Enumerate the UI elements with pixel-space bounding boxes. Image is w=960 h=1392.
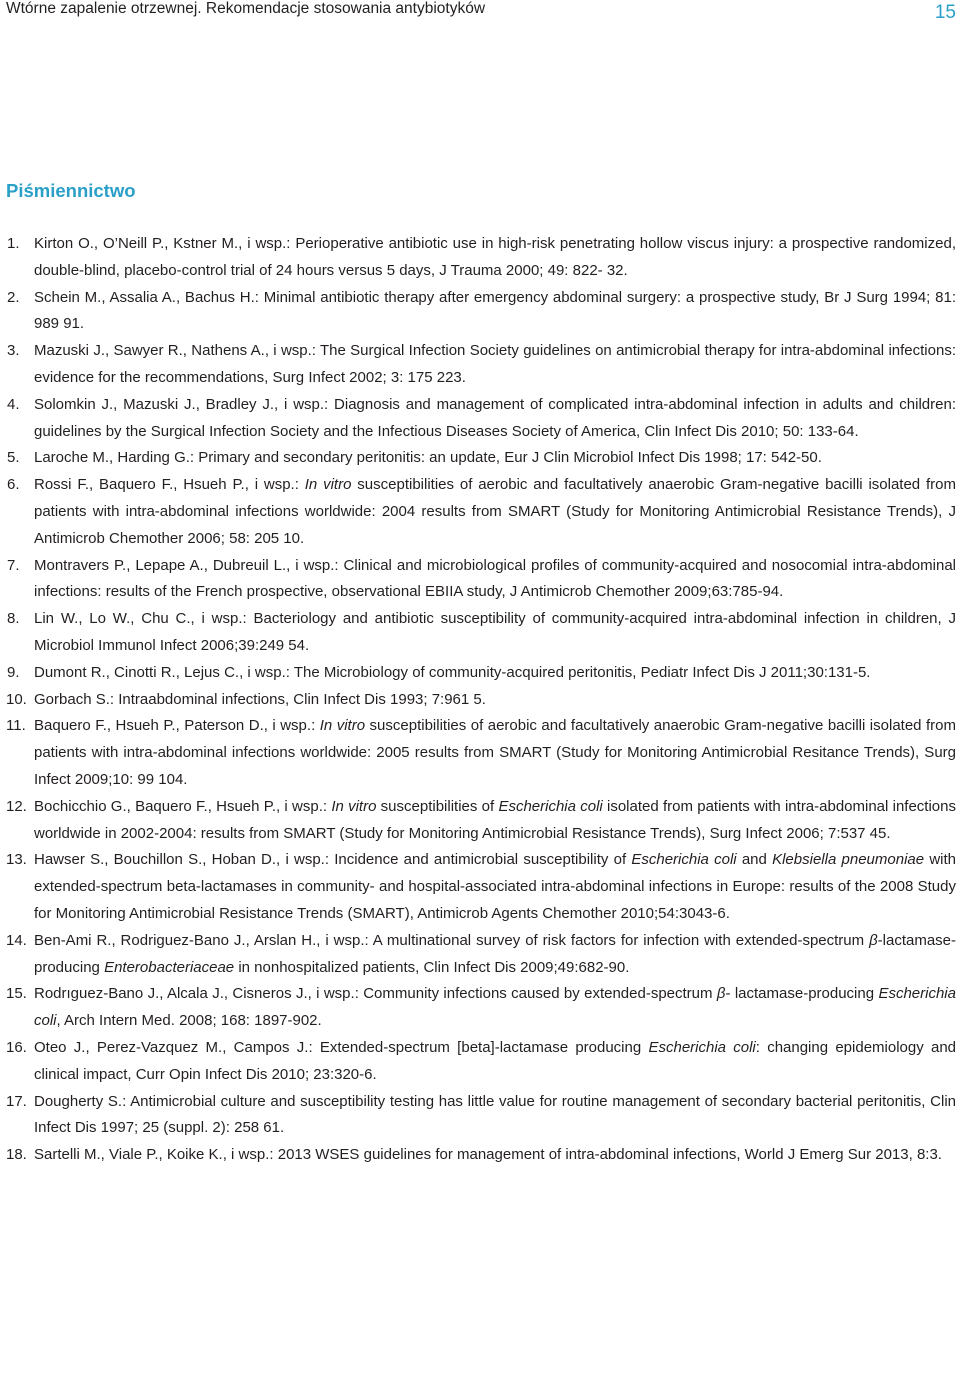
reference-text-segment: : A multinational survey of risk factors for infection with extended-spectrum — [364, 931, 870, 949]
section-title: Piśmiennictwo — [6, 180, 136, 201]
reference-text-segment: : 2013 WSES guidelines for management of intra-abdominal infections, World J Emerg Sur 2013, 8:3. — [269, 1146, 942, 1164]
reference-authors: Kirton O., O’Neill P., Kstner M., i wsp. — [34, 235, 287, 252]
reference-item — [0, 794, 956, 848]
reference-authors: Laroche M., Harding G. — [34, 449, 190, 467]
reference-number: 17. — [6, 1092, 27, 1110]
reference-text — [34, 1093, 956, 1137]
reference-item — [0, 472, 956, 552]
reference-text-segment: , Arch Intern Med. 2008; 168: 1897-902. — [56, 1012, 322, 1030]
reference-text-segment: : Intraabdominal infections, Clin Infect Dis 1993; 7:961 5. — [109, 690, 486, 708]
reference-italic-text: Escherichia coli — [498, 797, 603, 815]
reference-number: 14. — [6, 931, 27, 949]
reference-text-segment: : Perioperative antibiotic use in high-risk penetrating hollow viscus injury: a prospective randomized, double-blind, placebo-control trial of 24 hours versus 5 days, J Trauma 2000; 49: 822- 32. — [34, 235, 956, 279]
reference-item — [0, 928, 956, 982]
reference-authors: Rossi F., Baquero F., Hsueh P., i wsp. — [34, 476, 295, 494]
reference-text-segment: : — [311, 717, 320, 735]
page-header — [6, 0, 956, 24]
reference-text — [269, 1146, 942, 1163]
reference-text-segment: : Diagnosis and management of complicated intra-abdominal infection in adults and children: guidelines by the Surgical Infection Society and the Infectious Diseases Society of America, Clin Infect Dis 2010; 50: 133-64. — [34, 395, 956, 440]
reference-number: 1. — [7, 235, 20, 252]
reference-authors: Mazuski J., Sawyer R., Nathens A., i wsp. — [34, 342, 312, 360]
reference-number: 16. — [6, 1038, 27, 1056]
page-number: 15 — [934, 2, 956, 23]
reference-text-segment: : Minimal antibiotic therapy after emergency abdominal surgery: a prospective study, Br J Surg 1994; 81: 989 91. — [34, 288, 957, 333]
reference-number: 8. — [7, 610, 20, 628]
reference-item — [0, 687, 956, 714]
reference-text-segment: susceptibilities of aerobic and facultatively anaerobic Gram-negative bacilli isolated from patients with intra-abdominal infections worldwide: 2005 results from SMART (Study for Monitoring Antimicrobial Resitance Trends), Surg Infect 2009;10: 99 104. — [34, 717, 956, 788]
reference-number: 3. — [7, 342, 20, 360]
reference-number: 5. — [7, 449, 20, 467]
reference-authors: Dumont R., Cinotti R., Lejus C., i wsp. — [34, 663, 286, 681]
reference-item — [0, 713, 956, 793]
reference-text-segment: : Community infections caused by extended-spectrum — [354, 985, 717, 1003]
reference-item — [0, 981, 956, 1035]
reference-item — [0, 1035, 956, 1089]
reference-authors: Rodrıguez-Bano J., Alcala J., Cisneros J., i wsp. — [34, 985, 355, 1003]
reference-list — [0, 231, 956, 1169]
reference-authors: Bochicchio G., Baquero F., Hsueh P., i wsp. — [34, 797, 323, 815]
reference-text-segment: : — [294, 476, 305, 494]
reference-text-segment: with extended-spectrum beta-lactamases in community- and hospital-associated intra-abdominal infections in Europe: results of the 2008 Study for Monitoring Antimicrobial Resistance Trends (SMART), Antimicrob Agents Chemother 2010;54:3043-6. — [34, 851, 956, 922]
reference-item — [0, 285, 956, 339]
reference-text-segment: isolated from patients with intra-abdominal infections worldwide in 2002-2004: results from SMART (Study for Monitoring Antimicrobial Resistance Trends), Surg Infect 2006; 7:537 45. — [34, 797, 956, 842]
reference-number: 11. — [6, 717, 26, 735]
reference-text-segment: - lactamase-producing — [725, 985, 879, 1003]
reference-italic-text: In vitro — [331, 797, 377, 815]
reference-authors: Schein M., Assalia A., Bachus H. — [34, 288, 255, 306]
reference-text-segment: : The Surgical Infection Society guidelines on antimicrobial therapy for intra-abdominal infections: evidence for the recommendations, Surg Infect 2002; 3: 175 223. — [34, 342, 956, 386]
reference-authors: Solomkin J., Mazuski J., Bradley J., i wsp. — [34, 395, 325, 413]
reference-number: 7. — [7, 556, 20, 574]
reference-text-segment: susceptibilities of — [376, 797, 499, 815]
reference-italic-text: Escherichia coli — [34, 985, 956, 1030]
reference-text-segment: : Antimicrobial culture and susceptibility testing has little value for routine management of secondary bacterial peritonitis, Clin Infect Dis 1997; 25 (suppl. 2): 258 61. — [34, 1092, 956, 1137]
reference-text — [190, 449, 822, 466]
reference-number: 4. — [7, 395, 20, 413]
reference-item — [0, 392, 956, 446]
reference-text-segment: in nonhospitalized patients, Clin Infect Dis 2009;49:682-90. — [234, 958, 630, 976]
reference-authors: Gorbach S. — [34, 690, 110, 708]
reference-text-segment: : The Microbiology of community-acquired peritonitis, Pediatr Infect Dis J 2011;30:131-5. — [285, 663, 871, 681]
reference-text-segment: : — [322, 797, 332, 815]
reference-authors: Oteo J., Perez-Vazquez M., Campos J. — [34, 1038, 309, 1056]
reference-italic-text: Klebsiella pneumoniae — [772, 851, 925, 869]
reference-number: 2. — [7, 288, 20, 306]
reference-italic-text: Escherichia coli — [648, 1038, 756, 1056]
reference-text — [286, 664, 871, 681]
reference-authors: Ben-Ami R., Rodriguez-Bano J., Arslan H., i wsp. — [34, 931, 365, 949]
reference-authors: Montravers P., Lepape A., Dubreuil L., i wsp. — [34, 556, 335, 574]
reference-text-segment: : Primary and secondary peritonitis: an update, Eur J Clin Microbiol Infect Dis 1998; 17: 542-50. — [189, 449, 822, 467]
reference-text-segment: -lactamase-producing — [34, 931, 957, 976]
reference-text-segment: : changing epidemiology and clinical impact, Curr Opin Infect Dis 2010; 23:320-6. — [34, 1038, 957, 1083]
reference-item — [0, 606, 956, 660]
reference-item — [0, 1142, 956, 1169]
reference-authors: Hawser S., Bouchillon S., Hoban D., i wsp. — [34, 851, 325, 869]
reference-text-segment: : Clinical and microbiological profiles of community-acquired and nosocomial intra-abdominal infections: results of the French prospective, observational EBIIA study, J Antimicrob Chemother 2009;63:785-94. — [34, 556, 956, 601]
reference-text-segment: : Extended-spectrum [beta]-lactamase producing — [308, 1038, 649, 1056]
reference-item — [0, 660, 956, 687]
reference-italic-text: In vitro — [319, 717, 366, 735]
reference-item — [0, 338, 956, 392]
reference-italic-text: In vitro — [304, 476, 352, 494]
reference-number: 6. — [7, 476, 20, 494]
reference-text — [110, 691, 486, 708]
reference-number: 15. — [6, 985, 27, 1003]
reference-italic-text: Enterobacteriaceae — [104, 958, 235, 976]
reference-number: 18. — [6, 1146, 27, 1164]
reference-item — [0, 445, 956, 472]
reference-italic-text: Escherichia coli — [631, 851, 737, 869]
reference-item — [0, 1089, 956, 1143]
reference-text-segment: and — [736, 851, 773, 869]
reference-authors: Lin W., Lo W., Chu C., i wsp. — [34, 610, 243, 628]
reference-item — [0, 847, 956, 927]
reference-number: 13. — [6, 851, 27, 869]
reference-text-segment: : Bacteriology and antibiotic susceptibility of community-acquired intra-abdominal infection in children, J Microbiol Immunol Infect 2006;39:249 54. — [34, 610, 956, 654]
reference-italic-text: β — [869, 931, 878, 949]
running-title: Wtórne zapalenie otrzewnej. Rekomendacje stosowania antybiotyków — [6, 0, 486, 17]
reference-number: 10. — [6, 690, 27, 708]
reference-authors: Sartelli M., Viale P., Koike K., i wsp. — [34, 1146, 270, 1164]
reference-number: 12. — [6, 797, 27, 815]
reference-text-segment: : Incidence and antimicrobial susceptibility of — [324, 851, 632, 869]
reference-text-segment: susceptibilities of aerobic and facultatively anaerobic Gram-negative bacilli isolated from patients with intra-abdominal infections worldwide: 2004 results from SMART (Study for Monitoring Antimicrobial Resistance Trends), J Antimicrob Chemother 2006; 58: 205 10. — [34, 476, 956, 547]
reference-item — [0, 553, 956, 607]
reference-number: 9. — [7, 663, 20, 681]
reference-item — [0, 231, 956, 285]
reference-authors: Baquero F., Hsueh P., Paterson D., i wsp. — [34, 717, 312, 735]
reference-italic-text: β — [716, 985, 726, 1003]
reference-authors: Dougherty S. — [34, 1092, 123, 1110]
